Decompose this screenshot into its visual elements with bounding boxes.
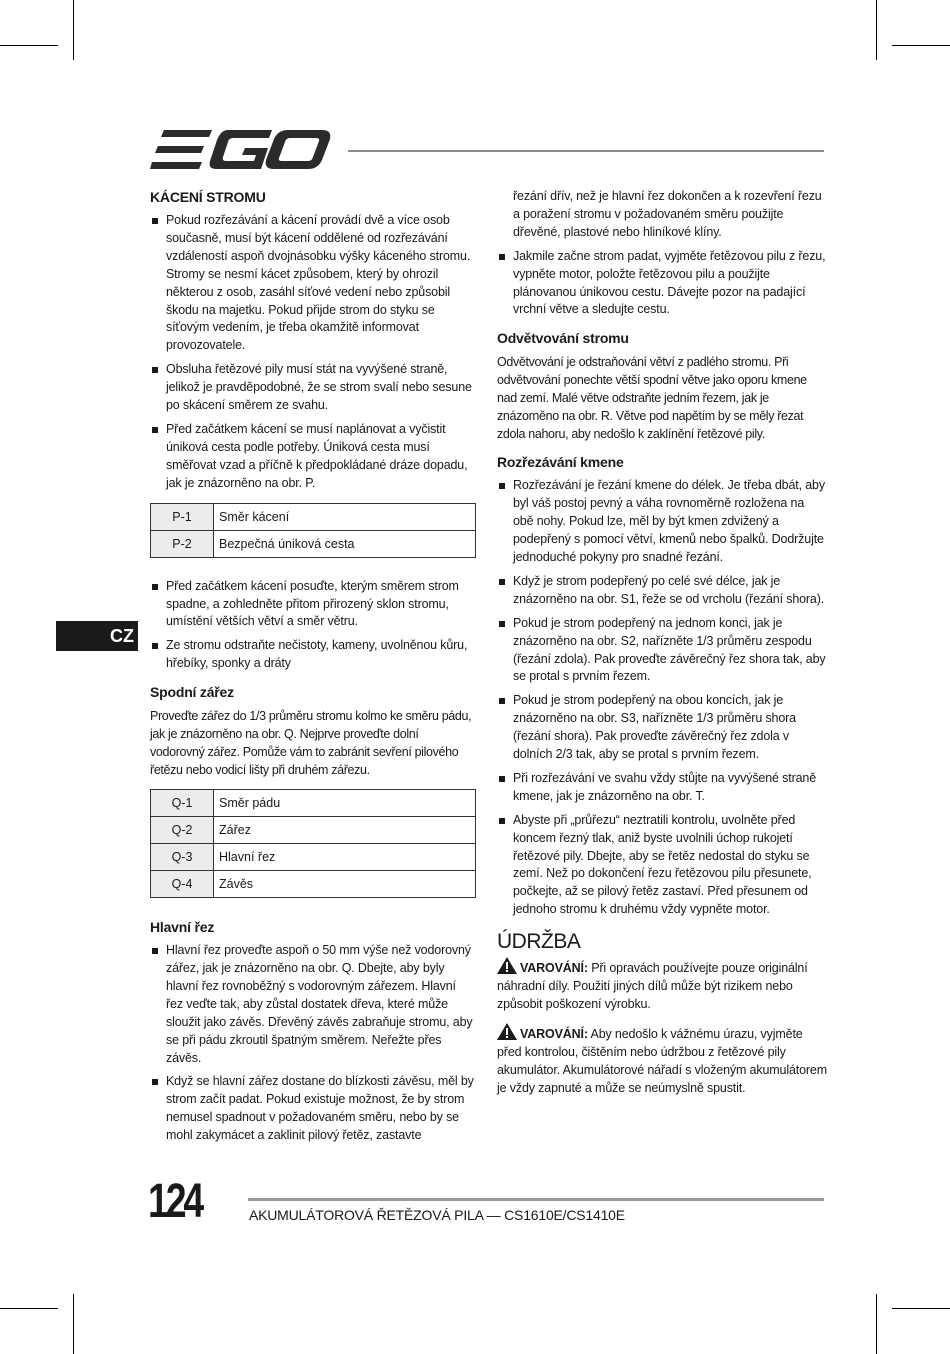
list-item: Pokud rozřezávání a kácení provádí dvě a více osob současně, musí být kácení oddělené od rozřezávání vzdáleností aspoň dvojnásobku výšky káceného stromu. Stromy se nesmí kácet způsobem, který by ohrozil některou z osob, zasáhl síťové vedení nebo způsobil škodu na majetku. Pokud přijde strom do styku se síťovým vedením, je třeba okamžitě informovat provozovatele.: [150, 212, 476, 355]
language-tab: [56, 621, 138, 651]
crop-mark: [876, 0, 877, 60]
section-title-maintenance: ÚDRŽBA: [497, 930, 581, 954]
page-number: 124: [148, 1175, 202, 1228]
crop-mark: [0, 45, 58, 46]
table-cell-label: Hlavní řez: [214, 844, 476, 871]
continuation-bullets: [497, 188, 827, 319]
list-item: Jakmile začne strom padat, vyjměte řetězovou pilu z řezu, vypněte motor, položte řetězovou pilu a použijte plánovanou únikovou cestu. Dávejte pozor na padající vrchní větve a sledujte cestu.: [497, 248, 827, 320]
limbing-text: Odvětvování je odstraňování větví z padlého stromu. Při odvětvování ponechte větší spodní větve jako oporu kmene nad zemí. Malé větve odstraňte jedním řezem, jak je znázorněno na obr. R. Větve pod napětím by se měly řezat zdola nahoru, aby nedošlo k zaklínění řetězové pily.: [497, 355, 807, 442]
table-row: [151, 871, 476, 898]
section-title-bucking: Rozřezávání kmene: [497, 454, 624, 471]
list-item: Při rozřezávání ve svahu vždy stůjte na vyvýšené straně kmene, jak je znázorněno na obr. T.: [497, 770, 827, 806]
list-item: Pokud je strom podepřený na obou koncích, jak je znázorněno na obr. S3, nařízněte 1/3 průměru shora (řezání shora). Pak proveďte závěrečný řez zdola v dolních 2/3 tak, aby se protal s prvním řezem.: [497, 692, 827, 764]
bucking-bullets: [497, 477, 827, 919]
table-row: [151, 790, 476, 817]
table-row: [151, 503, 476, 530]
ego-logo: [150, 130, 332, 172]
list-item: Obsluha řetězové pily musí stát na vyvýšené straně, jelikož je pravděpodobné, že se strom svalí nebo sesune po skácení směrem ze svahu.: [150, 361, 476, 415]
felling-bullets-after: [150, 578, 476, 674]
table-cell-label: Směr pádu: [214, 790, 476, 817]
section-title-main-cut: Hlavní řez: [150, 919, 215, 936]
table-cell-code: P-1: [151, 503, 214, 530]
list-item: Když je strom podepřený po celé své délce, jak je znázorněno na obr. S1, řeže se od vrcholu (řezání shora).: [497, 573, 827, 609]
crop-mark: [73, 1294, 74, 1354]
table-cell-label: Směr kácení: [214, 503, 476, 530]
list-item: Před začátkem kácení se musí naplánovat a vyčistit úniková cesta podle potřeby. Úniková cesta musí směřovat vzad a příčně k předpokládané dráze dopadu, jak je znázorněno na obr. P.: [150, 421, 476, 493]
right-column: [497, 188, 827, 1107]
warning-paragraph: [497, 1023, 827, 1097]
crop-mark: [0, 1308, 58, 1309]
table-q: [150, 789, 476, 898]
crop-mark: [892, 45, 950, 46]
crop-mark: [876, 1294, 877, 1354]
list-item: Když se hlavní zářez dostane do blízkosti závěsu, měl by strom začít padat. Pokud existuje možnost, že by strom nemusel spadnout v požadovaném směru, nebo by se mohl zakymácet a zaklinit pilový řetěz, zastavte: [150, 1073, 476, 1145]
warning-text: Aby nedošlo k vážnému úrazu, vyjměte před kontrolou, čištěním nebo údržbou z řetězové pily akumulátor. Akumulátorové nářadí s vloženým akumulátorem je vždy zapnuté a může se neúmyslně spustit.: [497, 1027, 827, 1096]
table-cell-code: Q-1: [151, 790, 214, 817]
left-column: [150, 188, 476, 1155]
warning-label: VAROVÁNÍ:: [520, 1027, 588, 1042]
felling-bullets: [150, 212, 476, 493]
crop-mark: [892, 1308, 950, 1309]
language-tab-label: CZ: [110, 626, 134, 646]
section-title-felling: KÁCENÍ STROMU: [150, 189, 266, 205]
notch-text: Proveďte zářez do 1/3 průměru stromu kolmo ke směru pádu, jak je znázorněno na obr. Q. Nejprve proveďte dolní vodorovný zářez. Pomůže vám to zabránit sevření pilového řetězu nebo vodicí lišty při druhém zářezu.: [150, 709, 472, 778]
list-item: Ze stromu odstraňte nečistoty, kameny, uvolněnou kůru, hřebíky, sponky a dráty: [150, 637, 476, 673]
table-p: [150, 503, 476, 558]
table-cell-code: Q-4: [151, 871, 214, 898]
table-row: [151, 530, 476, 557]
table-cell-code: P-2: [151, 530, 214, 557]
table-cell-code: Q-2: [151, 817, 214, 844]
warning-icon: [497, 957, 517, 974]
section-title-limbing: Odvětvování stromu: [497, 330, 629, 347]
table-cell-code: Q-3: [151, 844, 214, 871]
warning-text: Při opravách používejte pouze originální náhradní díly. Použití jiných dílů může být rizikem nebo způsobit poškození výrobku.: [497, 961, 808, 1012]
header-rule: [348, 150, 824, 152]
list-item: Abyste při „průřezu“ neztratili kontrolu, uvolněte před koncem řezný tlak, aniž byste uvolnili úchop rukojetí řetězové pily. Dbejte, aby se řetěz nedostal do styku se zemí. Než po dokončení řezu řetězovou pilu přesunete, počkejte, až se pilový řetěz zastaví. Před přesunem od jednoho stromu k druhému vždy vypněte motor.: [497, 812, 827, 919]
crop-mark: [73, 0, 74, 60]
list-item: Rozřezávání je řezání kmene do délek. Je třeba dbát, aby byl váš postoj pevný a váha rovnoměrně rozložena na obě nohy. Pokud lze, měl by být kmen zdvižený a podepřený s pomocí větví, kmenů nebo špalků. Dodržujte jednoduché pokyny pro snadné řezání.: [497, 477, 827, 567]
section-title-notch: Spodní zářez: [150, 684, 234, 701]
footer-rule: [248, 1198, 824, 1201]
table-cell-label: Bezpečná úniková cesta: [214, 530, 476, 557]
list-item: řezání dřív, než je hlavní řez dokončen a k rozevření řezu a poražení stromu v požadovaném směru použijte dřevěné, plastové nebo hliníkové klíny.: [513, 189, 822, 239]
table-row: [151, 844, 476, 871]
list-item: Před začátkem kácení posuďte, kterým směrem strom spadne, a zohledněte přitom přirozený sklon stromu, umístění větších větví a směr větru.: [150, 578, 476, 632]
table-cell-label: Zářez: [214, 817, 476, 844]
main-cut-bullets: [150, 942, 476, 1145]
list-item: Hlavní řez proveďte aspoň o 50 mm výše než vodorovný zářez, jak je znázorněno na obr. Q. Dbejte, aby byly hlavní řez rovnoběžný s vodorovným zářezem. Hlavní řez veďte tak, aby zůstal dostatek dřeva, které může sloužit jako závěs. Dřevěný závěs zabraňuje stromu, aby se při pádu zkroutil špatným směrem. Neřežte přes závěs.: [150, 942, 476, 1067]
warning-icon: [497, 1023, 517, 1040]
list-item: Pokud je strom podepřený na jednom konci, jak je znázorněno na obr. S2, nařízněte 1/3 průměru zespodu (řezání zdola). Pak proveďte závěrečný řez shora tak, aby se protal s prvním řezem.: [497, 615, 827, 687]
warning-paragraph: [497, 957, 827, 1013]
footer-title: AKUMULÁTOROVÁ ŘETĚZOVÁ PILA — CS1610E/CS1410E: [249, 1207, 625, 1223]
table-cell-label: Závěs: [214, 871, 476, 898]
warning-label: VAROVÁNÍ:: [520, 961, 588, 976]
table-row: [151, 817, 476, 844]
